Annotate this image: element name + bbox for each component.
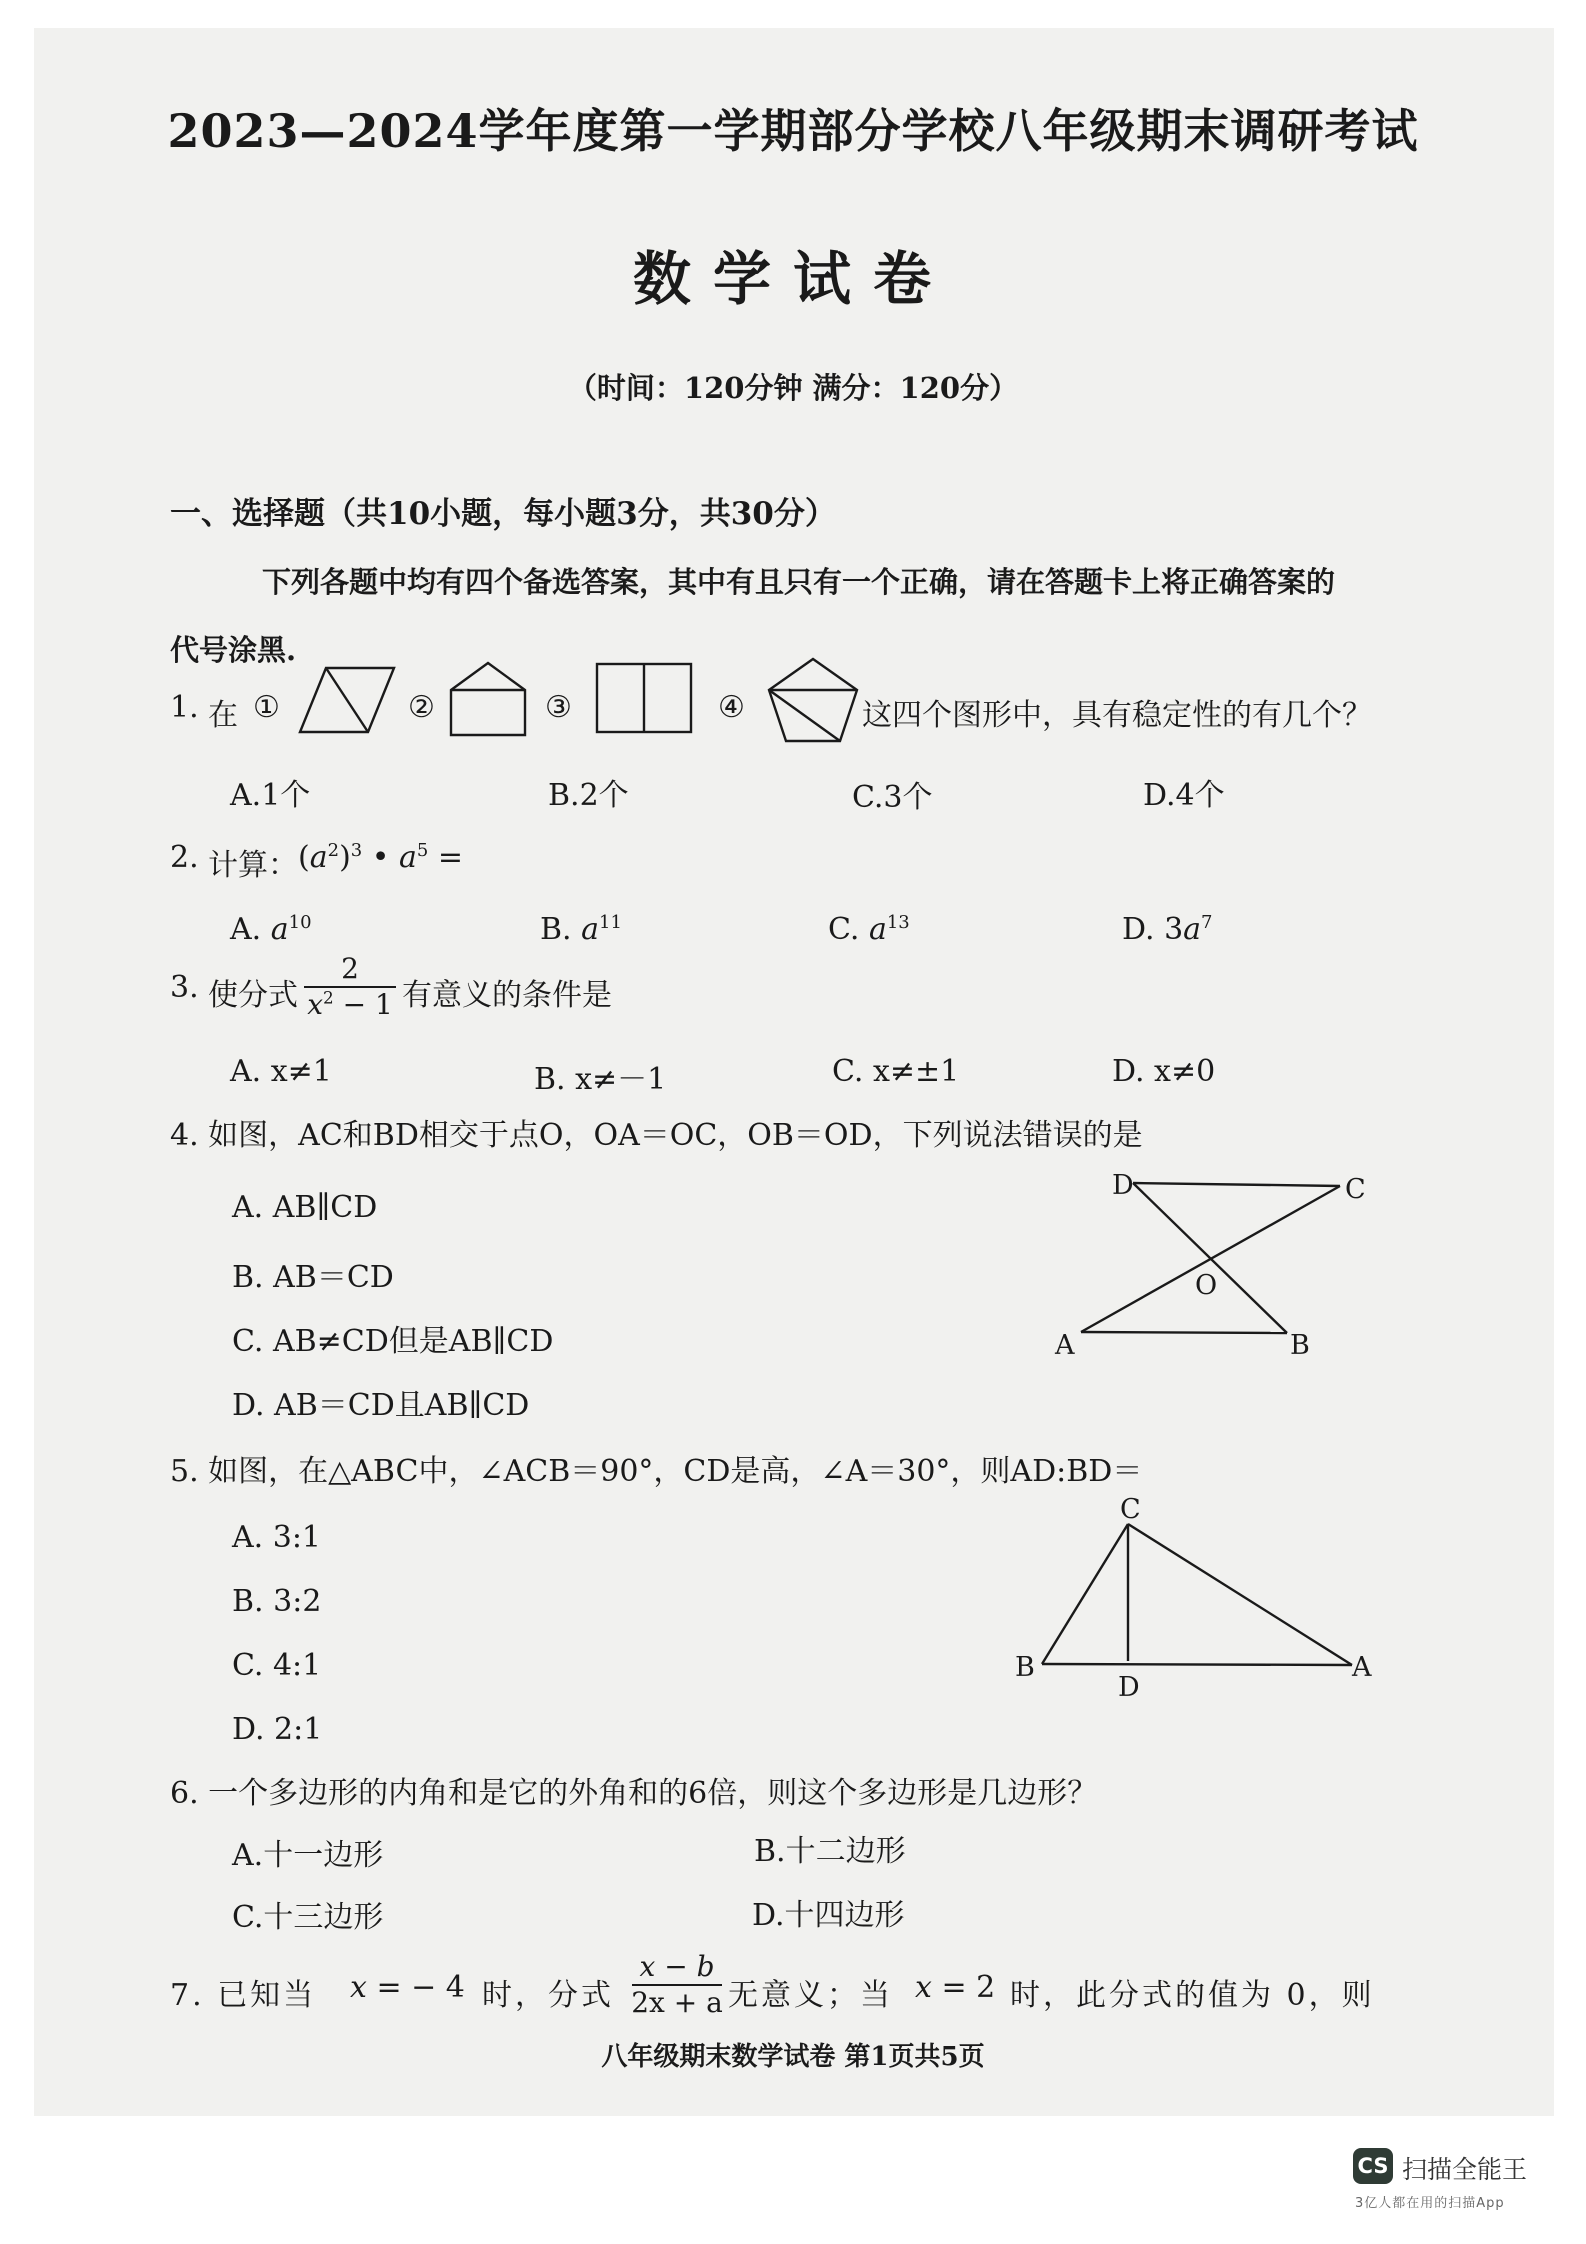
q3-suffix: 有意义的条件是 — [402, 978, 612, 1013]
q5-figure-right-triangle-with-altitude — [1030, 1510, 1370, 1680]
q3-fraction — [302, 952, 398, 1022]
exam-title: 2023—2024学年度第一学期部分学校八年级期末调研考试 — [167, 104, 1419, 158]
q6-option-c: C.十三边形 — [232, 1900, 384, 1935]
q4-option-b: B. AB＝CD — [232, 1260, 394, 1295]
q2-option-d: D. $3a^7$ — [1122, 912, 1213, 947]
q7-text-part1: 7. 已知当 — [170, 1978, 317, 2013]
q3-option-d: D. x≠0 — [1112, 1054, 1216, 1089]
q1-option-b: B.2个 — [548, 778, 629, 813]
q7-condition-2: x = 2 — [915, 1970, 996, 2005]
q4-label-a: A — [1055, 1330, 1075, 1361]
section-instruction-line2: 代号涂黑. — [170, 633, 297, 667]
q2-option-a: A. $a^{10}$ — [230, 912, 312, 947]
q5-question: 5. 如图，在△ABC中，∠ACB＝90°，CD是高，∠A＝30°，则AD:BD＝ — [170, 1454, 1143, 1489]
q3-option-a: A. x≠1 — [230, 1054, 332, 1089]
q1-mark-1: ① — [253, 690, 280, 725]
q4-option-a: A. AB∥CD — [232, 1190, 378, 1225]
q7-fraction — [630, 1950, 724, 2020]
q4-label-b: B — [1290, 1330, 1310, 1361]
q7-text-part4: 时，此分式的值为 0，则 — [1010, 1978, 1375, 2013]
q1-mark-4: ④ — [718, 690, 745, 725]
q4-question: 4. 如图，AC和BD相交于点O，OA＝OC，OB＝OD，下列说法错误的是 — [170, 1118, 1143, 1153]
q2-option-b: B. $a^{11}$ — [540, 912, 622, 947]
q1-prefix: 在 — [208, 698, 238, 733]
scanner-app-name: 扫描全能王 — [1402, 2155, 1528, 2184]
q5-option-a: A. 3:1 — [232, 1520, 322, 1555]
scanner-logo-icon: CS — [1353, 2148, 1393, 2184]
q2-expression: $(a^2)^3$ • $a^5$ = — [298, 840, 464, 875]
q5-option-b: B. 3:2 — [232, 1584, 322, 1619]
time-and-score-info: （时间：120分钟 满分：120分） — [567, 371, 1019, 405]
q6-option-d: D.十四边形 — [752, 1898, 905, 1933]
q1-option-a: A.1个 — [230, 778, 311, 813]
q4-label-c: C — [1345, 1174, 1366, 1205]
q3-fraction-denominator: $x^2 - 1$ — [307, 987, 393, 1021]
q7-text-part3: 无意义；当 — [728, 1978, 893, 2013]
q4-figure-intersecting-segments — [1060, 1172, 1360, 1352]
section-heading: 一、选择题（共10小题，每小题3分，共30分） — [170, 496, 836, 532]
q6-option-b: B.十二边形 — [754, 1834, 906, 1869]
q7-fraction-denominator: 2x + a — [631, 1986, 723, 2019]
q2-prefix: 计算： — [208, 848, 298, 883]
q4-label-o: O — [1195, 1270, 1218, 1301]
q7-condition-1: x = − 4 — [350, 1970, 465, 2005]
q3-option-b: B. x≠－1 — [534, 1062, 667, 1097]
q1-figure-house-pentagon — [448, 660, 528, 738]
q1-figure-divided-rectangle — [595, 662, 695, 734]
q7-text-part2: 时，分式 — [482, 1978, 614, 2013]
q3-number: 3. — [170, 970, 199, 1005]
q2-number: 2. — [170, 840, 199, 875]
q1-option-d: D.4个 — [1143, 778, 1225, 813]
section-instruction-line1: 下列各题中均有四个备选答案，其中有且只有一个正确，请在答题卡上将正确答案的 — [262, 565, 1336, 599]
q5-label-c: C — [1120, 1494, 1141, 1525]
q4-option-d: D. AB＝CD且AB∥CD — [232, 1388, 530, 1423]
q5-label-b: B — [1015, 1652, 1035, 1683]
q1-mark-3: ③ — [545, 690, 572, 725]
q1-figure-pentagon-with-diagonals — [765, 656, 861, 744]
q5-label-d: D — [1118, 1672, 1140, 1703]
q1-mark-2: ② — [408, 690, 435, 725]
q3-prefix: 使分式 — [208, 978, 298, 1013]
q5-option-d: D. 2:1 — [232, 1712, 323, 1747]
scanner-app-tagline: 3亿人都在用的扫描App — [1355, 2196, 1505, 2211]
q4-label-d: D — [1112, 1170, 1134, 1201]
q1-option-c: C.3个 — [852, 780, 933, 815]
q2-option-c: C. $a^{13}$ — [828, 912, 910, 947]
q1-number: 1. — [170, 690, 199, 725]
q5-label-a: A — [1352, 1652, 1372, 1683]
q5-option-c: C. 4:1 — [232, 1648, 322, 1683]
q1-question-suffix: 这四个图形中，具有稳定性的有几个？ — [862, 698, 1372, 733]
q7-fraction-numerator: x − b — [639, 1950, 715, 1983]
paper-subject-title: 数学试卷 — [632, 245, 953, 313]
page-footer: 八年级期末数学试卷 第1页共5页 — [601, 2042, 985, 2072]
q3-option-c: C. x≠±1 — [832, 1054, 960, 1089]
q3-fraction-numerator: 2 — [341, 952, 359, 985]
q6-option-a: A.十一边形 — [232, 1838, 384, 1873]
q6-question: 6. 一个多边形的内角和是它的外角和的6倍，则这个多边形是几边形？ — [170, 1776, 1098, 1811]
q4-option-c: C. AB≠CD但是AB∥CD — [232, 1324, 554, 1359]
q1-figure-parallelogram-with-diagonal — [298, 664, 398, 736]
